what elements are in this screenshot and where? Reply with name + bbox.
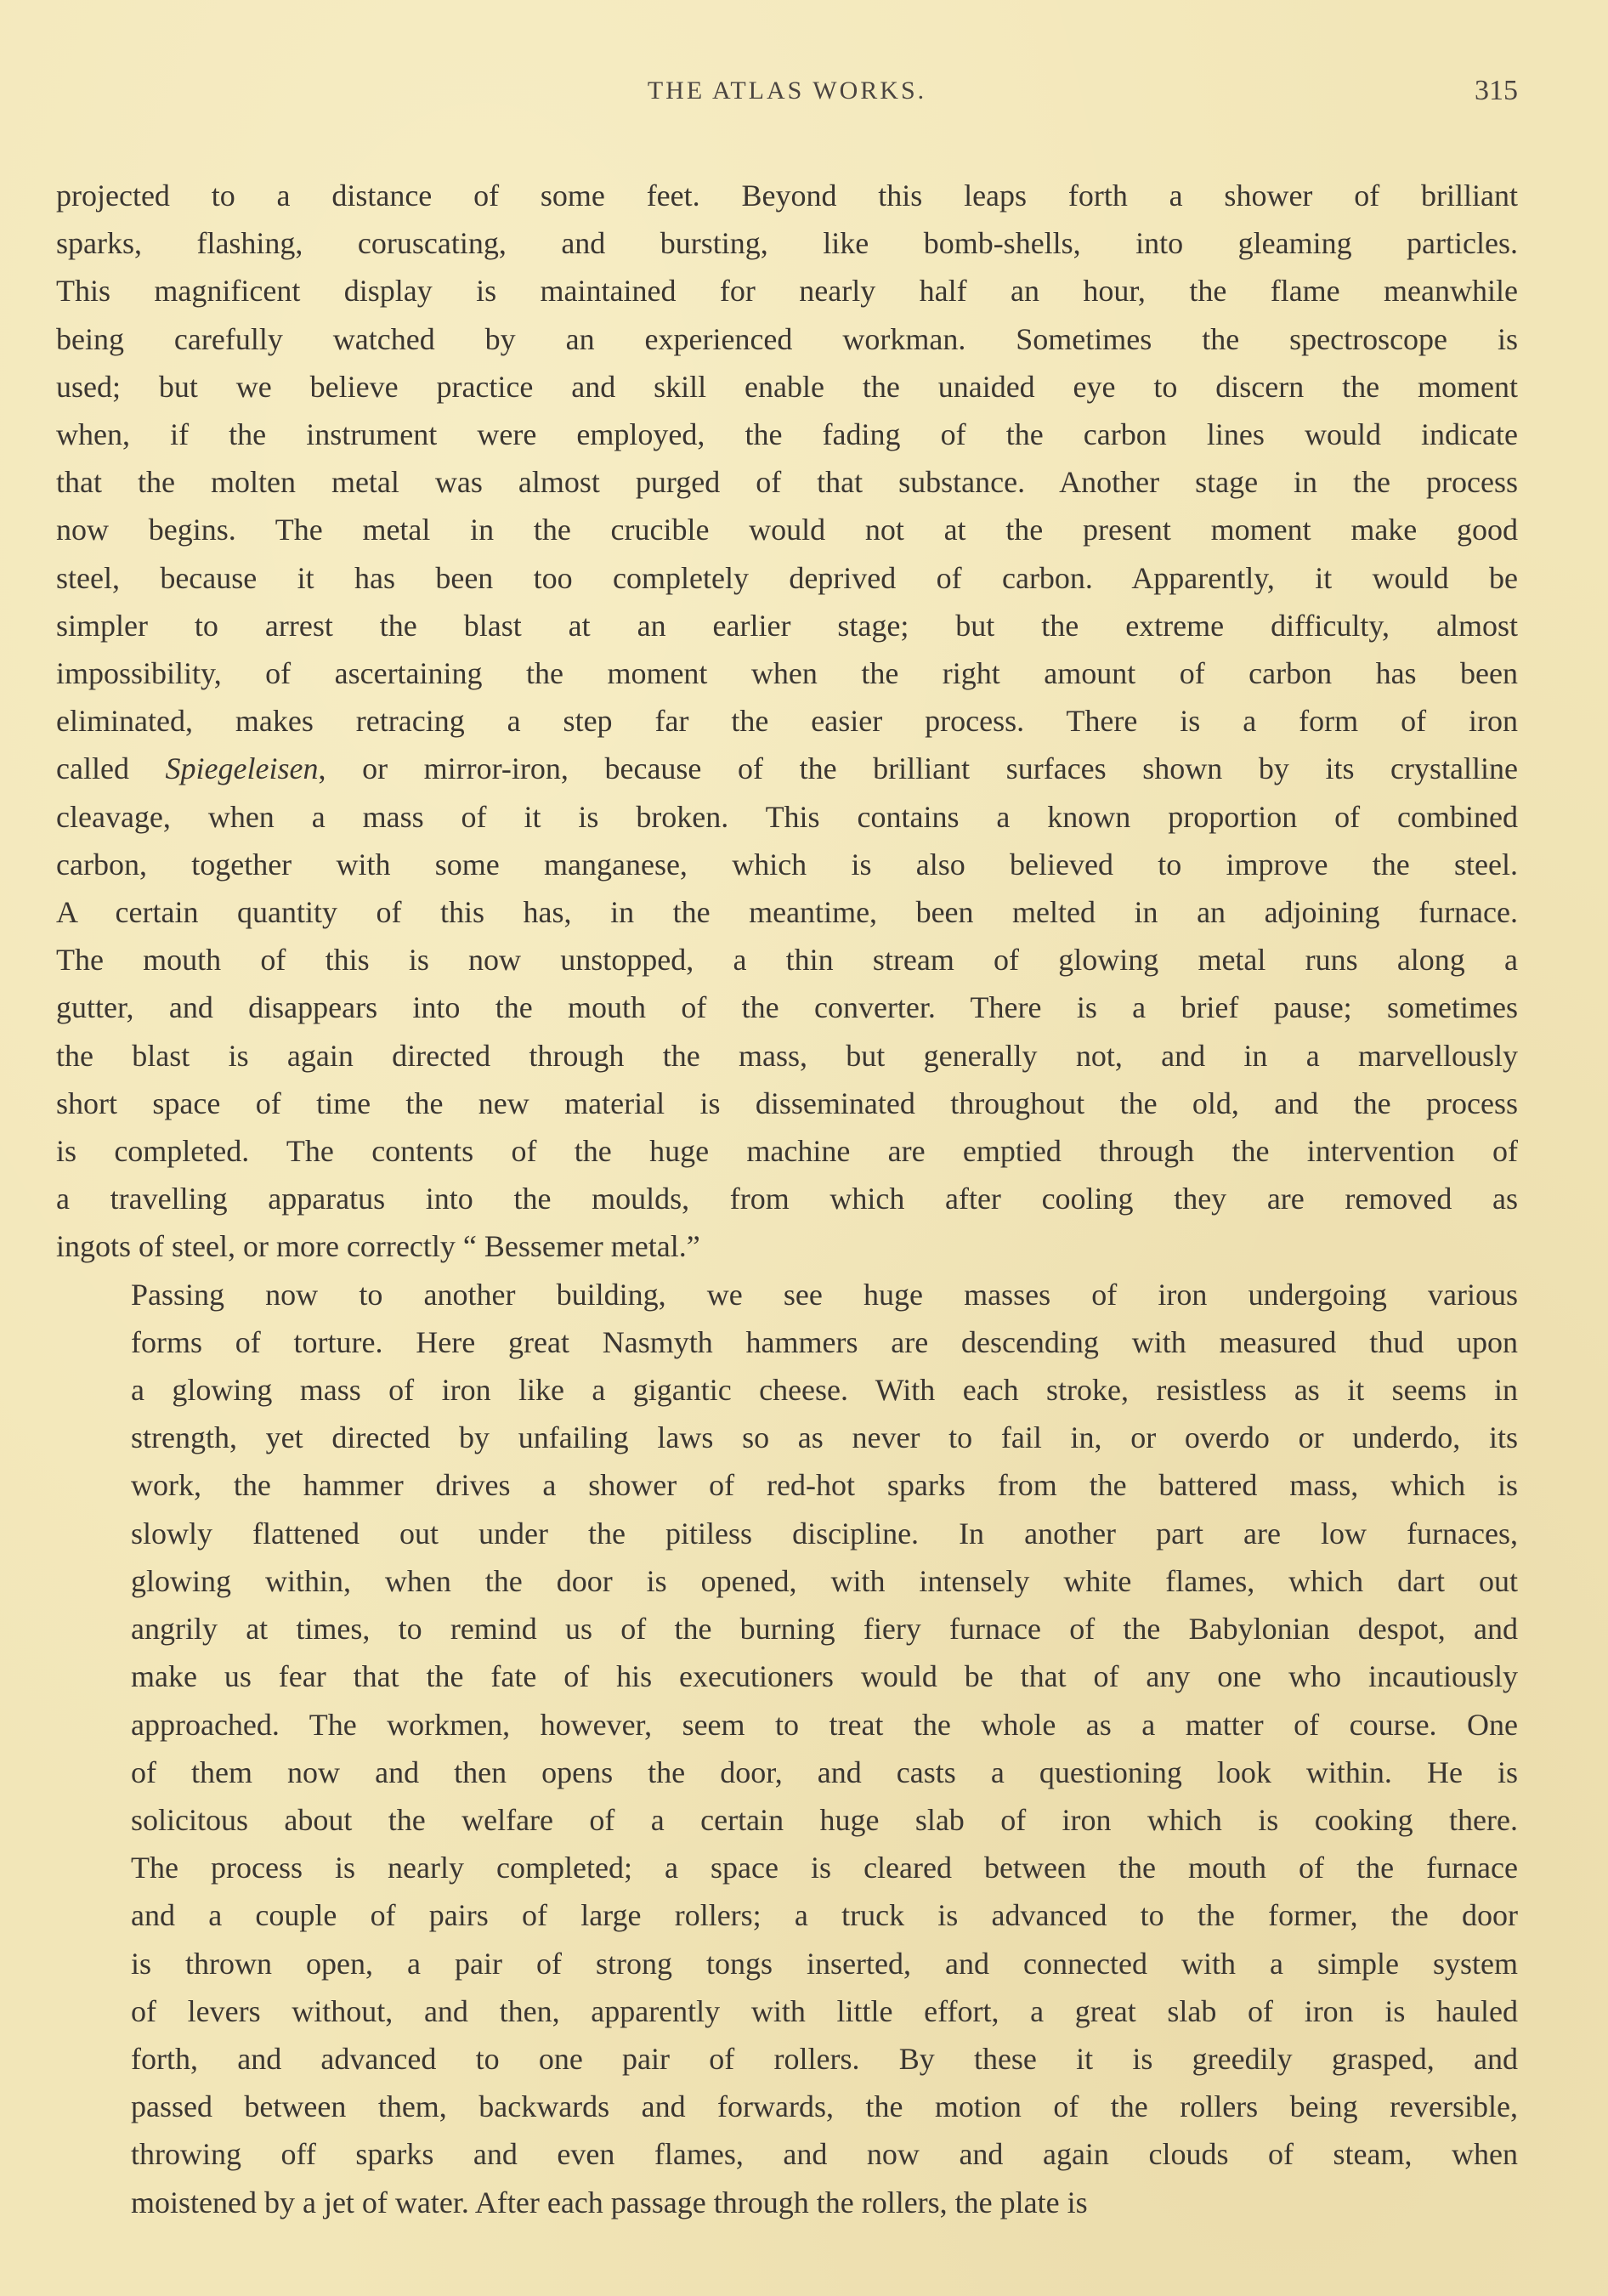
text-line: slowly flattened out under the pitiless discipline. In another part are low furnaces, bbox=[131, 1516, 1518, 1551]
text-line: steel, because it has been too completely deprived of carbon. Apparently, it would be bbox=[56, 560, 1518, 595]
paragraph-2 bbox=[56, 1271, 1518, 2226]
text-line: angrily at times, to remind us of the burning fiery furnace of the Babylonian despot, and bbox=[131, 1612, 1518, 1647]
italic-term: Spiegeleisen bbox=[165, 751, 319, 786]
text-line: of them now and then opens the door, and casts a questioning look within. He is bbox=[131, 1755, 1518, 1789]
text-line: The mouth of this is now unstopped, a thin stream of glowing metal runs along a bbox=[56, 943, 1518, 978]
paragraph-1 bbox=[56, 172, 1518, 1271]
text-run: called bbox=[56, 751, 166, 786]
text-line: This magnificent display is maintained for nearly half an hour, the flame meanwhile bbox=[56, 274, 1518, 309]
running-head bbox=[56, 51, 1518, 128]
text-line: eliminated, makes retracing a step far the easier process. There is a form of iron bbox=[56, 704, 1518, 739]
text-line: work, the hammer drives a shower of red-hot sparks from the battered mass, which is bbox=[131, 1468, 1518, 1503]
text-line: sparks, flashing, coruscating, and bursting, like bomb-shells, into gleaming particles. bbox=[56, 226, 1518, 261]
text-line: simpler to arrest the blast at an earlier stage; but the extreme difficulty, almost bbox=[56, 608, 1518, 643]
text-line: and a couple of pairs of large rollers; a truck is advanced to the former, the door bbox=[131, 1898, 1518, 1933]
text-line: throwing off sparks and even flames, and now and again clouds of steam, when bbox=[131, 2137, 1518, 2172]
text-line: A certain quantity of this has, in the meantime, been melted in an adjoining furnace. bbox=[56, 895, 1518, 930]
text-line: when, if the instrument were employed, the fading of the carbon lines would indicate bbox=[56, 417, 1518, 452]
text-line: is thrown open, a pair of strong tongs inserted, and connected with a simple system bbox=[131, 1946, 1518, 1981]
text-line: cleavage, when a mass of it is broken. This contains a known proportion of combined bbox=[56, 799, 1518, 834]
text-line: Passing now to another building, we see huge masses of iron undergoing various bbox=[131, 1277, 1518, 1312]
book-page bbox=[56, 51, 1518, 2226]
running-title: THE ATLAS WORKS. bbox=[647, 77, 927, 105]
text-line: carbon, together with some manganese, which is also believed to improve the steel. bbox=[56, 847, 1518, 882]
page-number: 315 bbox=[1475, 75, 1518, 106]
text-line: The process is nearly completed; a space is cleared between the mouth of the furnace bbox=[131, 1851, 1518, 1885]
text-line: gutter, and disappears into the mouth of the converter. There is a brief pause; sometimes bbox=[56, 990, 1518, 1025]
text-line: being carefully watched by an experienced workman. Sometimes the spectroscope is bbox=[56, 321, 1518, 356]
text-line: passed between them, backwards and forwards, the motion of the rollers being reversible, bbox=[131, 2089, 1518, 2124]
text-line: short space of time the new material is disseminated throughout the old, and the process bbox=[56, 1086, 1518, 1120]
text-line: forms of torture. Here great Nasmyth hammers are descending with measured thud upon bbox=[131, 1324, 1518, 1359]
text-line: of levers without, and then, apparently with little effort, a great slab of iron is hauled bbox=[131, 1993, 1518, 2028]
text-line: approached. The workmen, however, seem to treat the whole as a matter of course. One bbox=[131, 1707, 1518, 1742]
text-line: is completed. The contents of the huge machine are emptied through the intervention of bbox=[56, 1134, 1518, 1169]
text-line: glowing within, when the door is opened, with intensely white flames, which dart out bbox=[131, 1563, 1518, 1598]
text-line: now begins. The metal in the crucible would not at the present moment make good bbox=[56, 513, 1518, 547]
text-line: solicitous about the welfare of a certain huge slab of iron which is cooking there. bbox=[131, 1802, 1518, 1837]
text-line: moistened by a jet of water. After each passage through the rollers, the plate is bbox=[131, 2185, 1088, 2219]
body-text bbox=[56, 172, 1518, 2226]
text-line: a travelling apparatus into the moulds, from which after cooling they are removed as bbox=[56, 1182, 1518, 1216]
text-line: strength, yet directed by unfailing laws so as never to fail in, or overdo or underdo, its bbox=[131, 1420, 1518, 1455]
text-line bbox=[56, 745, 1518, 792]
text-line: make us fear that the fate of his executioners would be that of any one who incautiously bbox=[131, 1659, 1518, 1694]
text-line: forth, and advanced to one pair of rollers. By these it is greedily grasped, and bbox=[131, 2041, 1518, 2076]
text-line: ingots of steel, or more correctly “ Bessemer metal.” bbox=[56, 1229, 700, 1264]
text-line: projected to a distance of some feet. Beyond this leaps forth a shower of brilliant bbox=[56, 179, 1518, 213]
text-line: used; but we believe practice and skill enable the unaided eye to discern the moment bbox=[56, 369, 1518, 404]
text-line: that the molten metal was almost purged of that substance. Another stage in the process bbox=[56, 465, 1518, 500]
text-run: , or mirror-iron, because of the brilliant surfaces shown by its crystalline bbox=[318, 751, 1518, 786]
text-line: impossibility, of ascertaining the moment when the right amount of carbon has been bbox=[56, 656, 1518, 691]
text-line: a glowing mass of iron like a gigantic cheese. With each stroke, resistless as it seems in bbox=[131, 1373, 1518, 1408]
text-line: the blast is again directed through the mass, but generally not, and in a marvellously bbox=[56, 1038, 1518, 1073]
